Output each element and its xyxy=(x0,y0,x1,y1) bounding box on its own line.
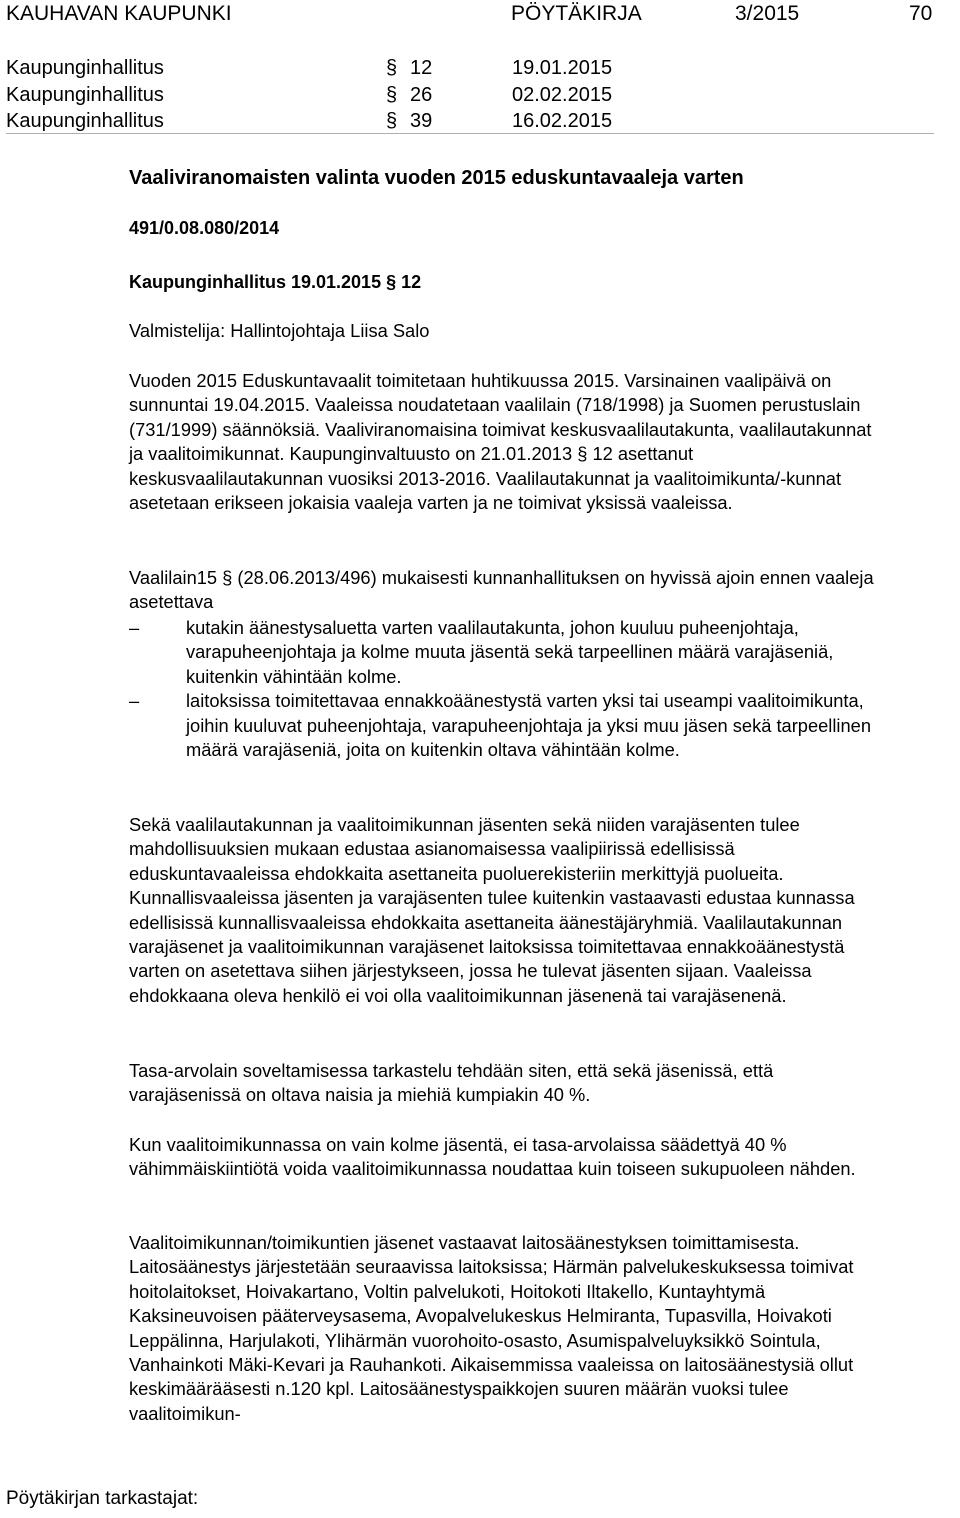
reference-body: Kaupunginhallitus xyxy=(6,83,164,106)
section-sign: § xyxy=(386,110,398,132)
dash-icon: – xyxy=(129,690,140,712)
paragraph xyxy=(129,1231,874,1426)
bullet-list xyxy=(129,616,874,762)
preparer: Valmistelija: Hallintojohtaja Liisa Salo xyxy=(129,320,430,341)
paragraph xyxy=(129,1059,874,1108)
doc-number: 3/2015 xyxy=(735,2,800,25)
paragraph-text: Kun vaalitoimikunnassa on vain kolme jäsentä, ei tasa-arvolaissa säädettyä 40 % vähimmäiskiintiötä voida vaalitoimikunnassa noudattaa kuin toiseen sukupuoleen nähden. xyxy=(129,1134,856,1180)
list-item-text: kutakin äänestysaluetta varten vaalilautakunta, johon kuuluu puheenjohtaja, varapuheenjohtaja ja kolme muuta jäsentä sekä tarpeellinen määrä varajäseniä, kuitenkin vähintään kolme. xyxy=(186,617,834,687)
list-item-text: laitoksissa toimitettavaa ennakkoäänestystä varten yksi tai useampi vaalitoimikunta, joihin kuuluvat puheenjohtaja, varapuheenjohtaja ja yksi muu jäsen sekä tarpeellinen määrä varajäseniä, joita on kuitenkin oltava vähintään kolme. xyxy=(186,690,871,761)
reference-number: 12 xyxy=(410,57,433,79)
item-title: Vaaliviranomaisten valinta vuoden 2015 eduskuntavaaleja varten xyxy=(129,167,744,189)
paragraph-text: Sekä vaalilautakunnan ja vaalitoimikunnan jäsenten sekä niiden varajäsenten tulee mahdollisuuksien mukaan edustaa asianomaisessa vaalipiirissä edellisissä eduskuntavaaleissa ehdokkaita asettaneita puoluerekisteriin merkittyjä puolueita. Kunnallisvaaleissa jäsenten ja varajäsenten tulee kuitenkin vastaavasti edustaa kunnassa edellisissä kunnallisvaaleissa ehdokkaita asettaneita äänestäjäryhmiä. Vaalilautakunnan varajäsenet ja vaalitoimikunnan varajäsenet laitoksissa toimitettavaa ennakkoäänestystä varten on asetettava siihen järjestykseen, jossa he tulevat jäsenten sijaan. Vaaleissa ehdokkaana oleva henkilö ei voi olla vaalitoimikunnan jäsenenä tai varajäsenenä. xyxy=(129,814,855,1006)
dash-icon: – xyxy=(129,617,140,638)
reference-date: 02.02.2015 xyxy=(512,83,613,106)
page-number: 70 xyxy=(909,2,933,25)
paragraph xyxy=(129,1133,874,1182)
paragraph-text: Vuoden 2015 Eduskuntavaalit toimitetaan huhtikuussa 2015. Varsinainen vaalipäivä on sunnuntai 19.04.2015. Vaaleissa noudatetaan vaalilain (718/1998) ja Suomen perustuslain (731/1999) säännöksiä. Vaaliviranomaisina toimivat keskusvaalilautakunta, vaalilautakunnat ja vaalitoimikunnat. Kaupunginvaltuusto on 21.01.2013 § 12 asettanut keskusvaalilautakunnan vuosiksi 2013-2016. Vaalilautakunnat ja vaalitoimikunta/-kunnat asetetaan erikseen jokaisia vaaleja varten ja ne toimivat yksissä vaaleissa. xyxy=(129,370,872,514)
list-item xyxy=(129,689,874,762)
reference-body: Kaupunginhallitus xyxy=(6,57,164,79)
list-item xyxy=(129,616,874,689)
org-name: KAUHAVAN KAUPUNKI xyxy=(6,2,232,25)
reference-body: Kaupunginhallitus xyxy=(6,110,164,132)
reference-number: 39 xyxy=(410,110,433,132)
paragraph xyxy=(129,369,874,515)
reference-date: 19.01.2015 xyxy=(512,57,613,79)
paragraph-text: Vaalilain15 § (28.06.2013/496) mukaisesti kunnanhallituksen on hyvissä ajoin ennen vaaleja asetettava xyxy=(129,567,874,613)
footer-label: Pöytäkirjan tarkastajat: xyxy=(6,1488,199,1509)
paragraph xyxy=(129,566,874,615)
reference-number: 26 xyxy=(410,83,433,106)
case-number: 491/0.08.080/2014 xyxy=(129,218,280,238)
paragraph xyxy=(129,813,874,1008)
section-sign: § xyxy=(386,57,398,79)
divider xyxy=(6,133,934,134)
doc-type: PÖYTÄKIRJA xyxy=(511,2,642,25)
paragraph-text: Vaalitoimikunnan/toimikuntien jäsenet vastaavat laitosäänestyksen toimittamisesta. Laitosäänestys järjestetään seuraavissa laitoksissa; Härmän palvelukeskuksessa toimivat hoitolaitokset, Hoivakartano, Voltin palvelukoti, Hoitokoti Iltakello, Kuntayhtymä Kaksineuvoisen pääterveysasema, Avopalvelukeskus Helmiranta, Tupasvilla, Hoivakoti Leppälinna, Harjulakoti, Ylihärmän vuorohoito-osasto, Asumispalveluyksikkö Sointula, Vanhainkoti Mäki-Kevari ja Rauhankoti. Aikaisemmissa vaaleissa on laitosäänestysiä ollut keskimäärääsesti n.120 kpl. Laitosäänestyspaikkojen suuren määrän vuoksi tulee vaalitoimikun- xyxy=(129,1232,854,1424)
section-sign: § xyxy=(386,83,398,106)
meeting-reference: Kaupunginhallitus 19.01.2015 § 12 xyxy=(129,272,422,292)
paragraph-text: Tasa-arvolain soveltamisessa tarkastelu tehdään siten, että sekä jäsenissä, että varajäsenissä on oltava naisia ja miehiä kumpiakin 40 %. xyxy=(129,1060,774,1106)
reference-date: 16.02.2015 xyxy=(512,110,613,132)
